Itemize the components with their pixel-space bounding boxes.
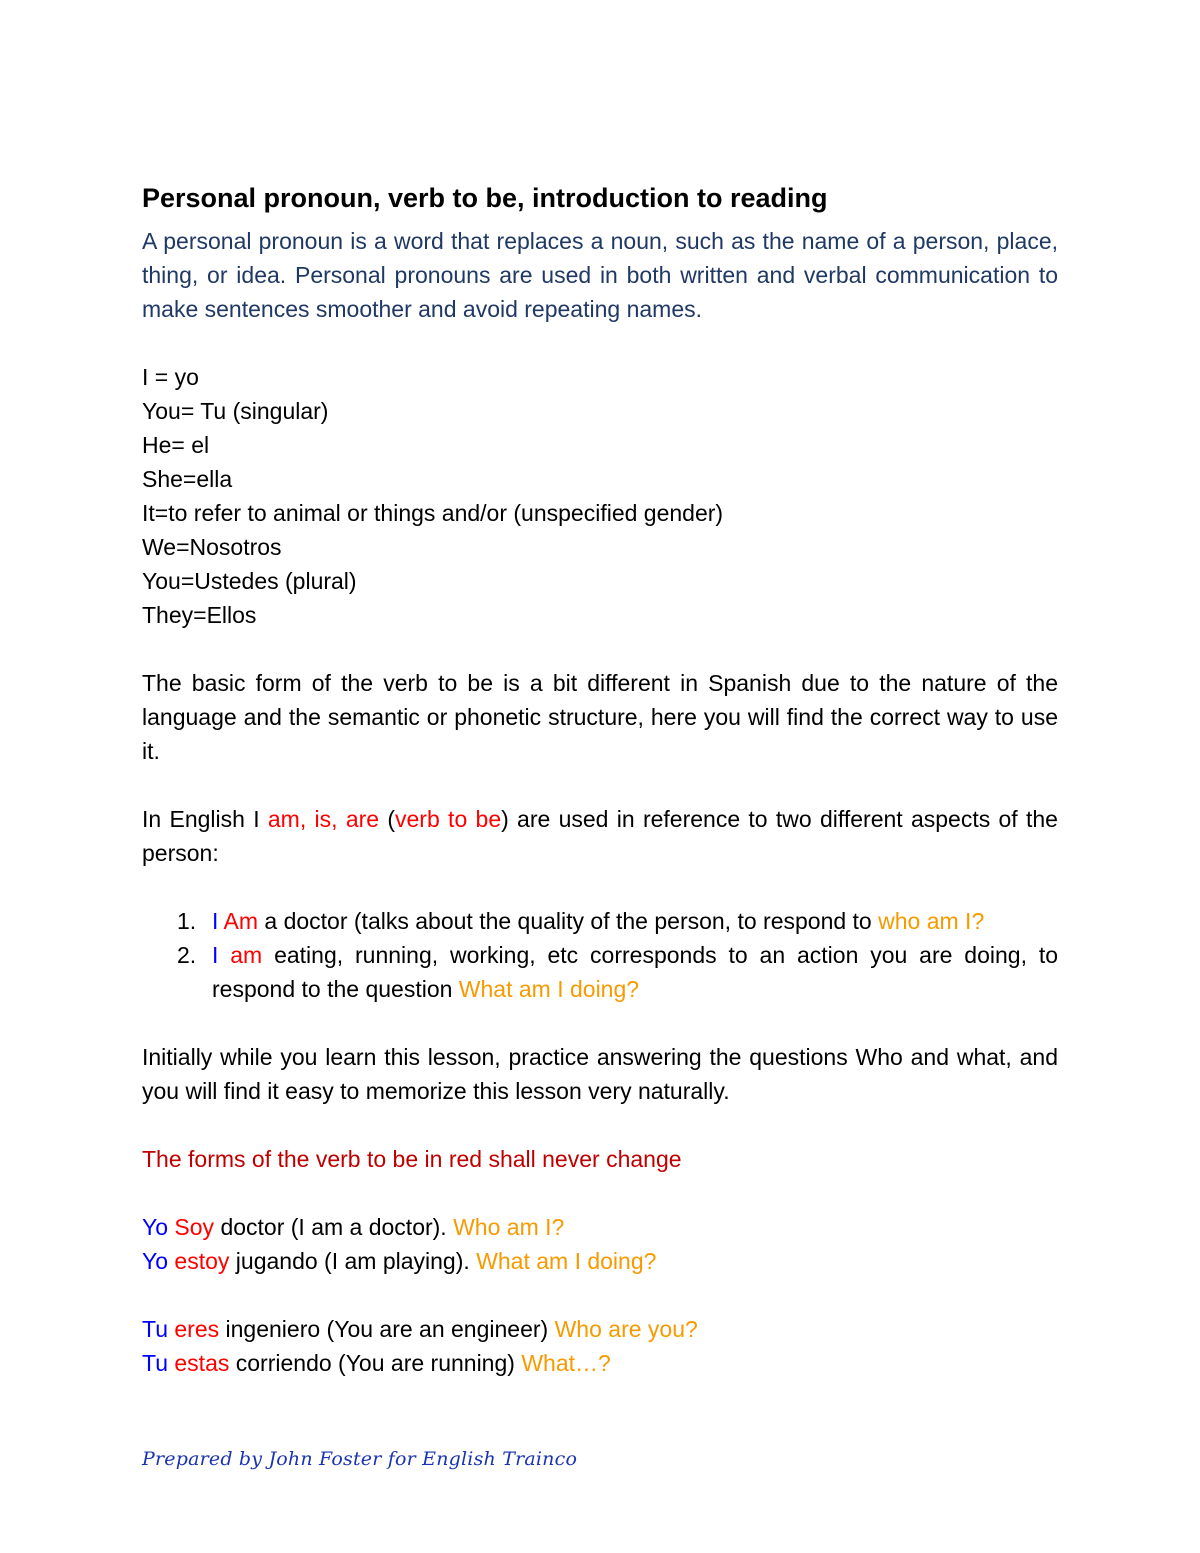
list-item <box>142 938 1058 1006</box>
pronoun-item: He= el <box>142 432 210 458</box>
example-line <box>142 1244 1058 1278</box>
example-line <box>142 1312 1058 1346</box>
pronoun-list <box>142 360 1058 632</box>
example-question: Who am I? <box>453 1214 565 1240</box>
example-verb: eres <box>174 1316 220 1342</box>
example-rest: jugando (I am playing). <box>229 1248 477 1274</box>
question-text: who am I? <box>878 908 985 934</box>
example-question: What am I doing? <box>476 1248 657 1274</box>
verb-forms-highlight: am, is, are <box>267 806 380 832</box>
list-item <box>142 904 1058 938</box>
initially-paragraph: Initially while you learn this lesson, practice answering the questions Who and what, and you will find it easy to memorize this lesson very naturally. <box>142 1044 1058 1104</box>
example-line <box>142 1210 1058 1244</box>
example-subject: Tu <box>142 1316 168 1342</box>
question-text: What am I doing? <box>458 976 640 1002</box>
pronoun-item: We=Nosotros <box>142 534 282 560</box>
example-line <box>142 1346 1058 1380</box>
intro-paragraph: A personal pronoun is a word that replaces a noun, such as the name of a person, place, thing, or idea. Personal pronouns are used in both written and verbal communication to make sentences smoother and avoid repeating names. <box>142 228 1058 322</box>
list-number: 1. <box>177 908 197 934</box>
pronoun-item: It=to refer to animal or things and/or (unspecified gender) <box>142 500 724 526</box>
pronoun-item: They=Ellos <box>142 602 257 628</box>
example-subject: Tu <box>142 1350 168 1376</box>
example-subject: Yo <box>142 1214 169 1240</box>
list-text: a doctor (talks about the quality of the person, to respond to <box>258 908 879 934</box>
subject-word: I <box>212 942 219 968</box>
verb-word: Am <box>223 908 259 934</box>
red-note: The forms of the verb to be in red shall never change <box>142 1146 682 1172</box>
page-title: Personal pronoun, verb to be, introduction to reading <box>142 183 828 213</box>
english-usage-paragraph <box>142 802 1058 870</box>
example-subject: Yo <box>142 1248 169 1274</box>
english-usage-text: ) are used in reference to two different aspects of the person: <box>142 806 1058 866</box>
english-usage-text: ( <box>379 806 396 832</box>
pronoun-item: I = yo <box>142 364 199 390</box>
verb-word: am <box>230 942 263 968</box>
example-verb: estoy <box>174 1248 230 1274</box>
footer-credit: Prepared by John Foster for English Trainco <box>142 1448 578 1470</box>
pronoun-item: She=ella <box>142 466 233 492</box>
list-number: 2. <box>177 942 197 968</box>
example-question: Who are you? <box>554 1316 698 1342</box>
list-text: eating, running, working, etc corresponds to an action you are doing, to respond to the question <box>212 942 1059 1002</box>
verb-to-be-highlight: verb to be <box>395 806 502 832</box>
example-verb: estas <box>174 1350 230 1376</box>
example-question: What…? <box>521 1350 611 1376</box>
examples-group-tu <box>142 1312 1058 1380</box>
example-rest: ingeniero (You are an engineer) <box>219 1316 555 1342</box>
pronoun-item: You= Tu (singular) <box>142 398 329 424</box>
example-rest: doctor (I am a doctor). <box>214 1214 454 1240</box>
examples-group-yo <box>142 1210 1058 1278</box>
english-usage-text: In English I <box>142 806 268 832</box>
example-verb: Soy <box>174 1214 215 1240</box>
basic-form-paragraph: The basic form of the verb to be is a bit different in Spanish due to the nature of the language and the semantic or phonetic structure, here you will find the correct way to use it. <box>142 670 1058 764</box>
pronoun-item: You=Ustedes (plural) <box>142 568 357 594</box>
subject-word: I <box>212 908 219 934</box>
example-rest: corriendo (You are running) <box>229 1350 522 1376</box>
document-page <box>142 178 1058 1380</box>
usage-list <box>142 904 1058 1006</box>
